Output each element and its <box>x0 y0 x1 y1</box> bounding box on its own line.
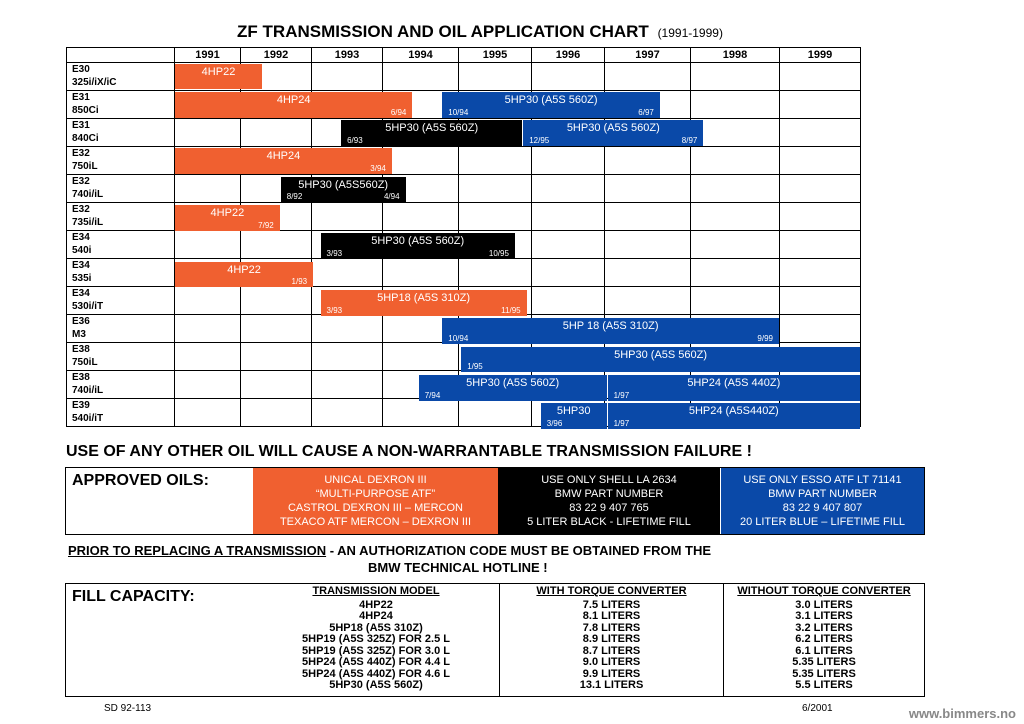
year-cell <box>312 343 383 371</box>
model-code: E38 <box>72 372 90 383</box>
transmission-bar <box>608 375 860 401</box>
bar-end-date: 6/94 <box>390 107 407 117</box>
oil-line: BMW PART NUMBER <box>554 488 664 500</box>
year-cell <box>691 63 780 91</box>
bar-label: 5HP30 (A5S560Z) <box>298 178 389 191</box>
year-cell <box>605 287 691 315</box>
year-cell <box>691 91 780 119</box>
bar-start-date: 10/94 <box>448 333 469 343</box>
approved-oils-label: APPROVED OILS: <box>72 472 209 489</box>
year-cell <box>312 371 383 399</box>
bar-label: 5HP18 (A5S 310Z) <box>377 291 471 304</box>
site-watermark: www.bimmers.no <box>908 706 1016 721</box>
year-header-row <box>67 48 861 63</box>
year-cell <box>241 287 312 315</box>
year-1997: 1997 <box>605 48 691 63</box>
year-cell <box>459 399 532 427</box>
transmission-bar <box>442 92 660 118</box>
year-cell <box>175 119 241 147</box>
year-cell <box>312 203 383 231</box>
oil-box-3 <box>721 468 924 534</box>
model-variant: 535i <box>72 273 92 284</box>
transmission-bar <box>523 120 703 146</box>
bar-end-date: 7/92 <box>258 220 274 230</box>
bar-start-date: 3/93 <box>326 305 343 315</box>
model-code: E36 <box>72 316 90 327</box>
model-variant: 530i/iT <box>72 301 104 312</box>
year-cell <box>532 259 605 287</box>
year-cell <box>241 371 312 399</box>
fill-column-2 <box>499 584 723 696</box>
year-cell <box>605 259 691 287</box>
bar-end-date: 4/94 <box>383 192 400 202</box>
oil-line: 5 LITER BLACK - LIFETIME FILL <box>527 516 691 528</box>
transmission-bar <box>608 403 860 429</box>
model-cell <box>67 175 175 203</box>
fill-cell: 13.1 LITERS <box>579 679 644 691</box>
fill-cell: 9.9 LITERS <box>582 667 641 680</box>
year-cell <box>459 147 532 175</box>
transmission-bar <box>461 347 860 373</box>
year-cell <box>175 343 241 371</box>
year-1999: 1999 <box>780 48 861 63</box>
transmission-bar <box>175 205 280 231</box>
transmission-bar <box>175 64 262 90</box>
transmission-bar <box>419 375 607 401</box>
transmission-bar <box>442 318 779 344</box>
model-code: E30 <box>72 64 90 75</box>
bar-end-date: 3/94 <box>370 164 386 174</box>
footer-code: SD 92-113 <box>104 703 152 714</box>
year-1995: 1995 <box>459 48 532 63</box>
prior-line2: BMW TECHNICAL HOTLINE ! <box>368 560 548 575</box>
model-code: E34 <box>72 232 90 243</box>
oil-line: 20 LITER BLUE – LIFETIME FILL <box>739 516 906 528</box>
bar-label: 4HP22 <box>210 207 245 219</box>
year-cell <box>383 343 459 371</box>
fill-column-header: WITH TORQUE CONVERTER <box>536 585 687 597</box>
model-cell <box>67 231 175 259</box>
year-cell <box>383 399 459 427</box>
year-cell <box>780 147 861 175</box>
model-cell <box>67 119 175 147</box>
model-variant: 750iL <box>72 357 98 368</box>
model-variant: 840Ci <box>72 133 99 144</box>
year-cell <box>312 399 383 427</box>
year-cell <box>175 287 241 315</box>
prior-rest: - AN AUTHORIZATION CODE MUST BE OBTAINED FROM THE <box>326 543 712 558</box>
year-cell <box>532 147 605 175</box>
bar-start-date: 8/92 <box>286 192 303 202</box>
fill-capacity-label: FILL CAPACITY: <box>72 588 195 605</box>
year-1993: 1993 <box>312 48 383 63</box>
year-cell <box>691 231 780 259</box>
oil-line: USE ONLY ESSO ATF LT 71141 <box>743 474 902 486</box>
bar-start-date: 3/93 <box>326 249 343 259</box>
fill-cell: 3.1 LITERS <box>795 610 853 622</box>
year-cell <box>691 119 780 147</box>
year-cell <box>241 399 312 427</box>
bar-start-date: 1/97 <box>613 418 630 428</box>
model-cell <box>67 287 175 315</box>
bar-start-date: 1/97 <box>613 390 630 400</box>
oil-line: “MULTI-PURPOSE ATF” <box>315 488 436 500</box>
bar-start-date: 7/94 <box>424 390 441 400</box>
bar-label: 5HP30 <box>556 405 591 418</box>
fill-cell: 7.5 LITERS <box>582 598 641 611</box>
bar-start-date: 3/96 <box>546 418 563 428</box>
prior-underlined: PRIOR TO REPLACING A TRANSMISSION <box>68 543 327 558</box>
title-text: ZF TRANSMISSION AND OIL APPLICATION CHART <box>237 22 649 41</box>
bar-label: 4HP22 <box>227 263 261 276</box>
model-variant: 325i/iX/iC <box>72 77 117 88</box>
year-cell <box>241 231 312 259</box>
year-cell <box>780 259 861 287</box>
bar-start-date: 10/94 <box>448 107 469 117</box>
model-code: E32 <box>72 176 90 187</box>
year-cell <box>383 147 459 175</box>
year-1991: 1991 <box>175 48 241 63</box>
model-variant: M3 <box>72 329 86 340</box>
fill-column-header: TRANSMISSION MODEL <box>312 585 440 597</box>
fill-cell: 4HP24 <box>359 610 393 622</box>
year-cell <box>532 231 605 259</box>
year-cell <box>780 231 861 259</box>
bar-end-date: 10/95 <box>488 249 509 259</box>
model-cell <box>67 315 175 343</box>
fill-cell: 8.9 LITERS <box>582 633 641 645</box>
year-cell <box>459 203 532 231</box>
year-cell <box>312 315 383 343</box>
oil-box-2 <box>498 468 720 534</box>
bar-label: 4HP24 <box>266 150 301 163</box>
year-cell <box>532 287 605 315</box>
year-cell <box>459 175 532 203</box>
year-1996: 1996 <box>532 48 605 63</box>
year-cell <box>691 203 780 231</box>
bar-label: 4HP24 <box>276 93 311 106</box>
year-cell <box>780 91 861 119</box>
oil-line: 83 22 9 407 807 <box>782 502 863 514</box>
fill-column-1 <box>253 584 499 696</box>
model-cell <box>67 371 175 399</box>
bar-end-date: 11/95 <box>501 305 521 315</box>
oil-line: TEXACO ATF MERCON – DEXRON III <box>279 516 472 528</box>
fill-cell: 5HP18 (A5S 310Z) <box>329 621 423 634</box>
model-code: E39 <box>72 400 90 411</box>
model-code: E32 <box>72 204 90 215</box>
year-cell <box>691 287 780 315</box>
model-code: E31 <box>72 120 90 131</box>
model-variant: 540i <box>72 245 92 256</box>
transmission-bar <box>541 403 607 429</box>
year-cell <box>175 175 241 203</box>
bar-label: 5HP30 (A5S 560Z) <box>614 348 708 361</box>
transmission-bar <box>175 262 313 288</box>
bar-label: 5HP30 (A5S 560Z) <box>371 235 465 248</box>
year-1992: 1992 <box>241 48 312 63</box>
transmission-bar <box>321 233 515 259</box>
bar-label: 5HP30 (A5S 560Z) <box>466 376 560 389</box>
model-cell <box>67 63 175 91</box>
bar-label: 5HP24 (A5S 440Z) <box>687 376 781 389</box>
year-cell <box>175 231 241 259</box>
fill-cell: 4HP22 <box>359 598 393 611</box>
year-cell <box>175 399 241 427</box>
bar-end-date: 1/93 <box>291 277 308 287</box>
model-code: E38 <box>72 344 90 355</box>
year-cell <box>312 259 383 287</box>
bar-end-date: 9/99 <box>757 333 773 343</box>
year-cell <box>780 119 861 147</box>
oil-line: 83 22 9 407 765 <box>569 502 649 514</box>
bar-label: 5HP 18 (A5S 310Z) <box>562 320 659 333</box>
year-cell <box>175 371 241 399</box>
model-variant: 740i/iL <box>72 385 104 396</box>
bar-start-date: 12/95 <box>529 135 550 145</box>
oil-box-1 <box>253 468 498 534</box>
bar-label: 5HP30 (A5S 560Z) <box>385 122 479 135</box>
oil-line: USE ONLY SHELL LA 2634 <box>541 474 677 486</box>
year-cell <box>383 203 459 231</box>
year-cell <box>780 287 861 315</box>
fill-cell: 6.1 LITERS <box>795 644 853 657</box>
fill-column-header: WITHOUT TORQUE CONVERTER <box>737 585 911 597</box>
model-code: E34 <box>72 260 90 271</box>
model-cell <box>67 259 175 287</box>
chart-row <box>67 175 861 203</box>
year-cell <box>312 63 383 91</box>
fill-cell: 8.7 LITERS <box>582 644 641 657</box>
transmission-bar <box>321 290 527 316</box>
year-cell <box>605 63 691 91</box>
fill-cell: 5.35 LITERS <box>792 667 856 680</box>
fill-cell: 5HP30 (A5S 560Z) <box>329 679 423 691</box>
fill-cell: 8.1 LITERS <box>582 610 641 622</box>
year-cell <box>459 259 532 287</box>
bar-label: 5HP24 (A5S440Z) <box>688 405 779 418</box>
year-cell <box>175 315 241 343</box>
transmission-bar <box>175 148 392 174</box>
year-cell <box>241 343 312 371</box>
bar-label: 4HP22 <box>201 65 236 78</box>
model-code: E31 <box>72 92 90 103</box>
fill-capacity-box <box>65 583 925 697</box>
model-variant: 540i/iT <box>72 413 104 424</box>
model-code: E34 <box>72 288 90 299</box>
transmission-bar <box>341 120 522 146</box>
transmission-bar <box>175 92 412 118</box>
year-cell <box>532 175 605 203</box>
bar-start-date: 6/93 <box>347 135 363 145</box>
year-cell <box>691 175 780 203</box>
fill-cell: 3.2 LITERS <box>795 621 853 634</box>
model-variant: 750iL <box>72 161 98 172</box>
year-cell <box>459 63 532 91</box>
year-cell <box>780 63 861 91</box>
transmission-bar <box>281 177 406 203</box>
authorization-notice <box>68 542 711 576</box>
bar-end-date: 6/97 <box>638 107 654 117</box>
model-variant: 735i/iL <box>72 217 104 228</box>
title-years: (1991-1999) <box>657 26 723 40</box>
year-cell <box>241 119 312 147</box>
year-cell <box>780 315 861 343</box>
fill-cell: 5HP19 (A5S 325Z) FOR 3.0 L <box>302 644 450 657</box>
page-title <box>0 22 960 42</box>
fill-column-3 <box>723 584 924 696</box>
fill-cell: 5HP24 (A5S 440Z) FOR 4.4 L <box>302 656 450 668</box>
year-cell <box>691 259 780 287</box>
year-cell <box>780 203 861 231</box>
year-cell <box>383 259 459 287</box>
model-cell <box>67 343 175 371</box>
year-cell <box>532 203 605 231</box>
model-variant: 850Ci <box>72 105 99 116</box>
model-cell <box>67 91 175 119</box>
fill-cell: 3.0 LITERS <box>795 598 853 611</box>
model-variant: 740i/iL <box>72 189 104 200</box>
year-1994: 1994 <box>383 48 459 63</box>
fill-cell: 7.8 LITERS <box>582 621 641 634</box>
year-cell <box>605 175 691 203</box>
year-cell <box>605 203 691 231</box>
model-code: E32 <box>72 148 90 159</box>
year-cell <box>780 175 861 203</box>
bar-start-date: 1/95 <box>467 362 483 372</box>
bar-end-date: 8/97 <box>681 135 698 145</box>
oil-line: CASTROL DEXRON III – MERCON <box>287 502 463 514</box>
year-1998: 1998 <box>691 48 780 63</box>
fill-cell: 6.2 LITERS <box>795 633 853 645</box>
bar-label: 5HP30 (A5S 560Z) <box>504 93 598 106</box>
year-cell <box>241 315 312 343</box>
model-cell <box>67 399 175 427</box>
fill-cell: 5.5 LITERS <box>795 679 853 691</box>
approved-oils-box <box>65 467 925 535</box>
year-cell <box>691 147 780 175</box>
corner-cell <box>67 48 175 63</box>
fill-cell: 5.35 LITERS <box>792 656 856 668</box>
year-cell <box>532 63 605 91</box>
footer-date: 6/2001 <box>802 703 833 714</box>
model-cell <box>67 147 175 175</box>
year-cell <box>605 147 691 175</box>
warning-text: USE OF ANY OTHER OIL WILL CAUSE A NON-WARRANTABLE TRANSMISSION FAILURE ! <box>66 443 752 460</box>
fill-cell: 9.0 LITERS <box>582 656 641 668</box>
fill-cell: 5HP19 (A5S 325Z) FOR 2.5 L <box>302 633 450 645</box>
model-cell <box>67 203 175 231</box>
oil-line: BMW PART NUMBER <box>768 488 877 500</box>
bar-label: 5HP30 (A5S 560Z) <box>566 122 660 135</box>
year-cell <box>383 63 459 91</box>
fill-cell: 5HP24 (A5S 440Z) FOR 4.6 L <box>302 667 450 680</box>
oil-line: UNICAL DEXRON III <box>324 474 427 486</box>
year-cell <box>605 231 691 259</box>
